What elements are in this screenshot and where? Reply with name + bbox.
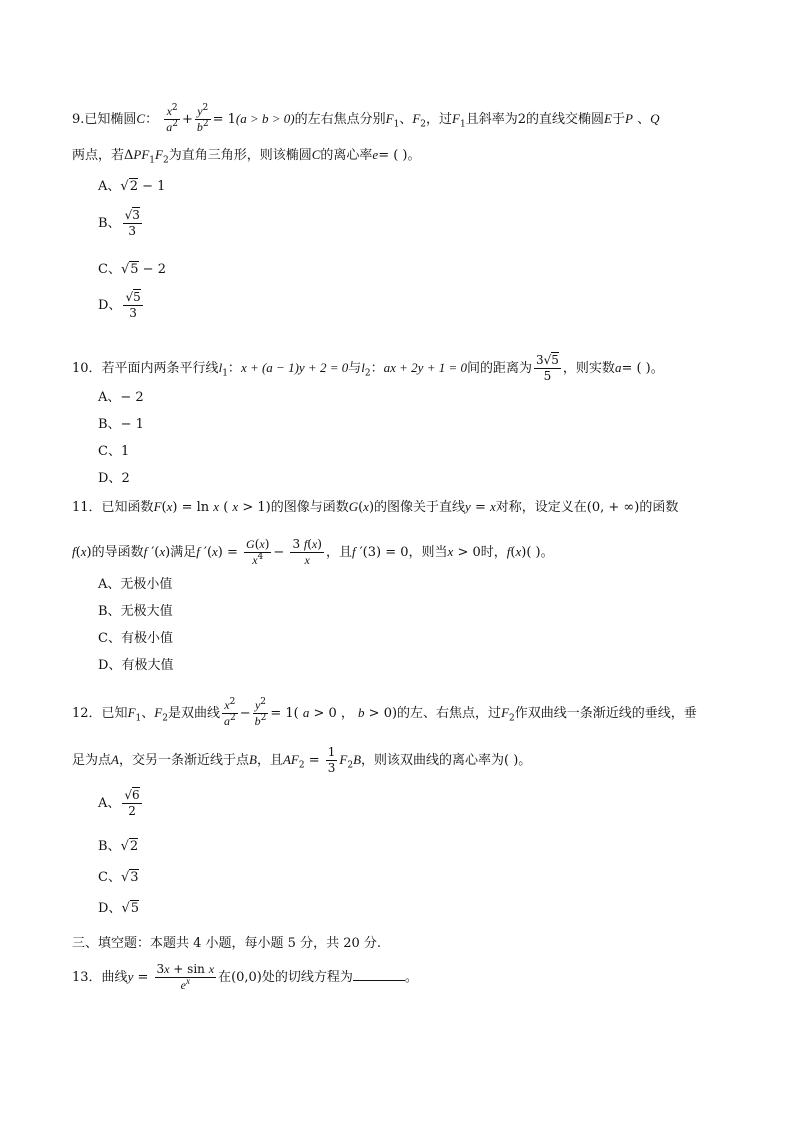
q12-line-1: 12．已知$F_1$、$F_2$是双曲线 $\frac{x^2}{a^2}$ − $\frac{y^2}{b^2}$ = 1( a > 0 ， b > 0)的左、右焦点，过$F_2$作双曲线一条渐近线的垂线，垂 [72,697,697,728]
q9-frac-y: $\frac{y^2}{b^2}$ [196,103,209,134]
q11-option-c: C、有极小值 [98,631,173,646]
q10-option-b: B、− 1 [98,417,144,432]
q11-option-d: D、有极大值 [98,658,174,673]
q10-option-a: A、− 2 [98,390,144,405]
q12-option-b: B、√2 [98,839,139,854]
q9-line-2: 两点，若$\Delta PF_1F_2$为直角三角形，则该椭圆C的离心率e= ( )。 [72,147,421,166]
q11-option-a: A、无极小值 [98,577,173,592]
q12-option-c: C、√3 [98,870,139,885]
q10-option-d: D、2 [98,471,130,486]
q9-frac-x: $\frac{x^2}{a^2}$ [166,103,178,134]
q9-option-d: D、 $\frac{√5}{3}$ [98,290,141,320]
q12-line-2: 足为点A，交另一条渐近线于点B，且$AF_2$ = $\frac{1}{3}$ $F_2B$，则该双曲线的离心率为( )。 [72,745,532,775]
q13-answer-blank[interactable] [353,968,405,981]
q9-option-c: C、√5 − 2 [98,262,166,277]
q9-option-b: B、 $\frac{√3}{3}$ [98,208,140,238]
q10-option-c: C、1 [98,444,130,459]
q12-option-a: A、 $\frac{√6}{2}$ [98,788,140,818]
q11-option-b: B、无极大值 [98,604,173,619]
q9-option-a: A、√2 − 1 [98,179,166,194]
q10-line-1: 10．若平面内两条平行线$l_1$：x + (a − 1)y + 2 = 0与$l_2$：ax + 2y + 1 = 0间的距离为 $\frac{3√5}{5}$ ，则实数a= ( )。 [72,353,664,383]
q13-line-1: 13．曲线y = $\frac{\text{3x + sin x}}{e^x}$ 在(0,0)处的切线方程为 。 [72,962,418,992]
q11-line-2: f(x)的导函数f ′(x)满足f ′(x) = $\frac{G(x)}{x^4}$ − $\frac{3 f(x)}{x}$ ，且f ′(3) = 0，则当x > 0时，f(x)( )。 [72,537,554,567]
q9-line-1: 9.已知椭圆C： $\frac{x^2}{a^2}$ + $\frac{y^2}{b^2}$ = 1(a > b > 0)的左右焦点分别$F_1$、$F_2$，过$F_1$且斜率为2的直线交椭圆E于P 、Q [72,103,660,134]
q12-option-d: D、√5 [98,901,140,916]
section-3-heading: 三、填空题：本题共 4 小题，每小题 5 分，共 20 分. [72,936,382,951]
q11-line-1: 11．已知函数F(x) = ln x ( x > 1)的图像与函数G(x)的图像关于直线y = x对称，设定义在(0, + ∞)的函数 [72,499,679,515]
